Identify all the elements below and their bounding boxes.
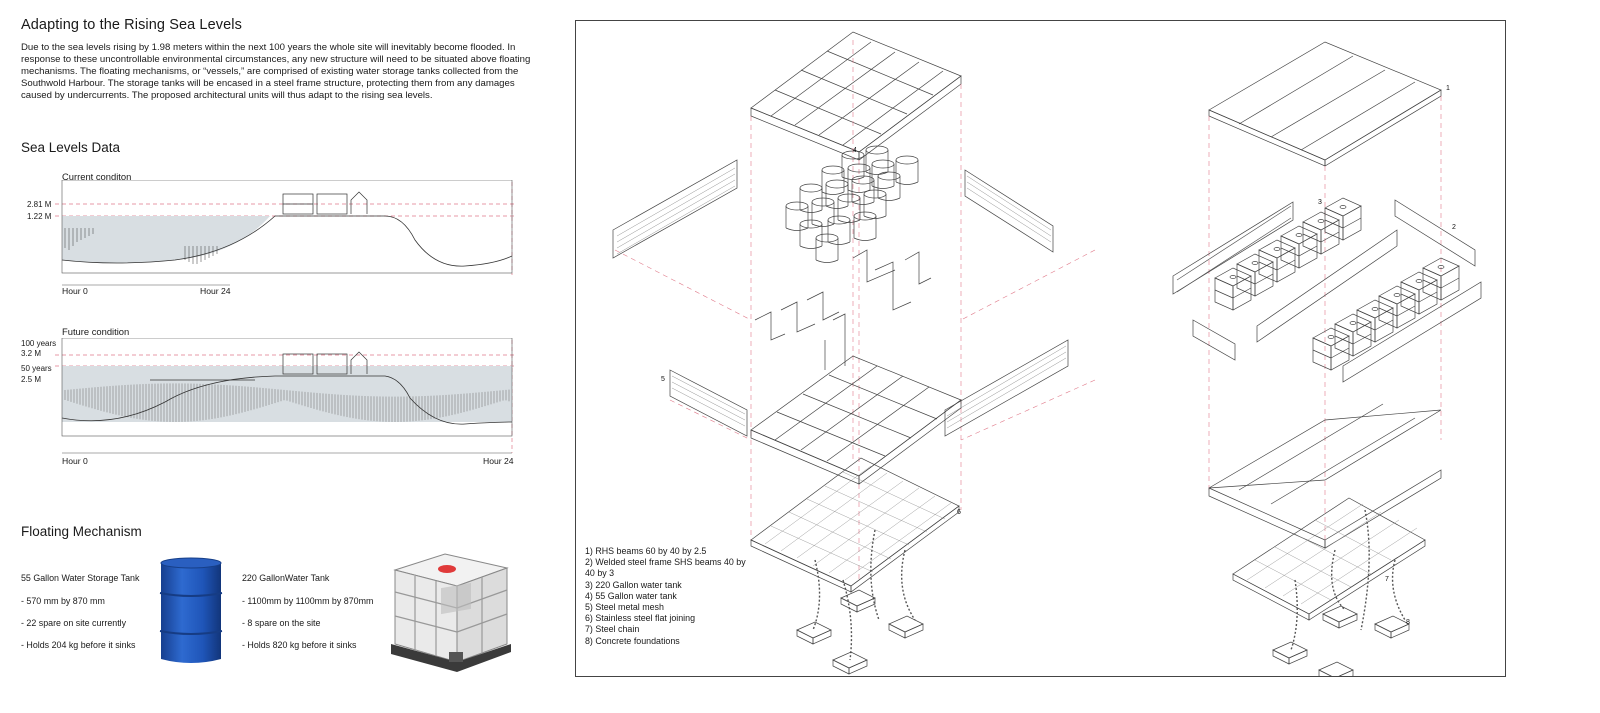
ibc-220-gallon-tank <box>1357 300 1393 342</box>
barrel-55-gallon <box>878 172 900 201</box>
rhs-beam-frame-top <box>751 32 961 160</box>
barrel-55-gallon <box>786 202 808 231</box>
legend-item: 1) RHS beams 60 by 40 by 2.5 <box>585 546 707 556</box>
legend-item: 7) Steel chain <box>585 624 640 635</box>
future-level-high: 3.2 M <box>21 349 42 358</box>
future-label-100y: 100 years <box>21 339 57 348</box>
current-x-start: Hour 0 <box>62 286 88 296</box>
ibc-220-gallon-tank <box>1379 286 1415 328</box>
current-level-low: 1.22 M <box>27 212 52 221</box>
future-x-end: Hour 24 <box>483 456 514 466</box>
legend-item: 5) Steel metal mesh <box>585 602 664 613</box>
future-x-start: Hour 0 <box>62 456 88 466</box>
ibc-220-gallon-tank <box>1215 268 1251 310</box>
current-level-high: 2.81 M <box>27 200 52 209</box>
callout-3: 3 <box>1318 199 1322 206</box>
ibc-220-gallon-tank <box>1281 226 1317 268</box>
tank55-title: 55 Gallon Water Storage Tank <box>21 573 140 584</box>
current-x-end: Hour 24 <box>200 286 231 296</box>
future-label-50y: 50 years <box>21 364 52 373</box>
current-condition-title: Current conditon <box>62 171 132 182</box>
legend-item: 6) Stainless steel flat joining <box>585 613 696 624</box>
ibc-220-gallon-tank <box>1259 240 1295 282</box>
legend-item: 3) 220 Gallon water tank <box>585 579 682 590</box>
callout-8: 8 <box>1406 619 1410 626</box>
rhs-beam-frame-bottom <box>751 356 961 484</box>
callout-4: 4 <box>853 147 857 154</box>
ibc-220-gallon-tank <box>1335 314 1371 356</box>
ibc-220-gallon-tank <box>1401 272 1437 314</box>
callout-1: 1 <box>1446 85 1450 92</box>
barrel-55-gallon <box>800 220 822 249</box>
stainless-flat-joining <box>755 250 931 370</box>
ibc-220-gallon-tank-image <box>385 540 515 680</box>
callout-7: 7 <box>1385 576 1389 583</box>
floating-mechanism-heading: Floating Mechanism <box>21 524 142 539</box>
tank220-spec <box>242 562 373 663</box>
intro-paragraph: Due to the sea levels rising by 1.98 meters within the next 100 years the whole site will inevitably become flooded. In response to these uncontrollable environmental circumstances, any new structure will need to be situated above floating mechanisms. The floating mechanisms, or “vessels,” are comprised of existing water storage tanks collected from the Southwold Harbour. The storage tanks will be encased in a steel frame structure, protecting them from any damages caused by undercurrents. The proposed architectural units will thus adapt to the rising sea levels. <box>21 42 531 102</box>
ibc-220-gallon-tank <box>1423 258 1459 300</box>
current-condition-chart <box>55 180 520 300</box>
future-condition-title: Future condition <box>62 326 130 337</box>
future-condition-chart <box>55 338 520 468</box>
future-level-low: 2.5 M <box>21 375 42 384</box>
concrete-foundations <box>797 590 923 674</box>
legend-item: 8) Concrete foundations <box>585 635 680 646</box>
right-top-frame <box>1209 42 1441 166</box>
tank55-spec <box>21 562 139 663</box>
tank220-line: - 1100mm by 1100mm by 870mm <box>242 595 374 606</box>
ibc-220-gallon-tank <box>1237 254 1273 296</box>
ibc-220-gallon-tank <box>1303 212 1339 254</box>
tank55-line: - 22 spare on site currently <box>21 618 127 629</box>
welded-shs-frames <box>1173 200 1481 382</box>
tank55-line: - Holds 204 kg before it sinks <box>21 640 136 651</box>
steel-mesh-panels <box>613 160 1068 436</box>
legend-item: 2) Welded steel frame SHS beams 40 by 40 by 3 <box>585 557 746 579</box>
tank220-line: - Holds 820 kg before it sinks <box>242 640 357 651</box>
tank220-title: 220 GallonWater Tank <box>242 573 330 584</box>
mesh-deck <box>751 458 959 592</box>
sea-levels-heading: Sea Levels Data <box>21 140 121 155</box>
legend-item: 4) 55 Gallon water tank <box>585 590 677 601</box>
right-mesh-deck <box>1233 498 1425 620</box>
page-title: Adapting to the Rising Sea Levels <box>21 17 242 33</box>
ibc-220-gallon-tank <box>1313 328 1349 370</box>
callout-6: 6 <box>957 509 961 516</box>
callout-5: 5 <box>661 376 665 383</box>
barrel-55-gallon-image <box>155 555 227 670</box>
barrel-55-gallon <box>816 234 838 263</box>
barrel-55-gallon <box>896 156 918 185</box>
tank55-line: - 570 mm by 870 mm <box>21 595 105 606</box>
ibc-220-gallon-tank <box>1325 198 1361 240</box>
tank220-line: - 8 spare on the site <box>242 618 321 629</box>
callout-2: 2 <box>1452 224 1456 231</box>
component-legend <box>585 546 755 647</box>
